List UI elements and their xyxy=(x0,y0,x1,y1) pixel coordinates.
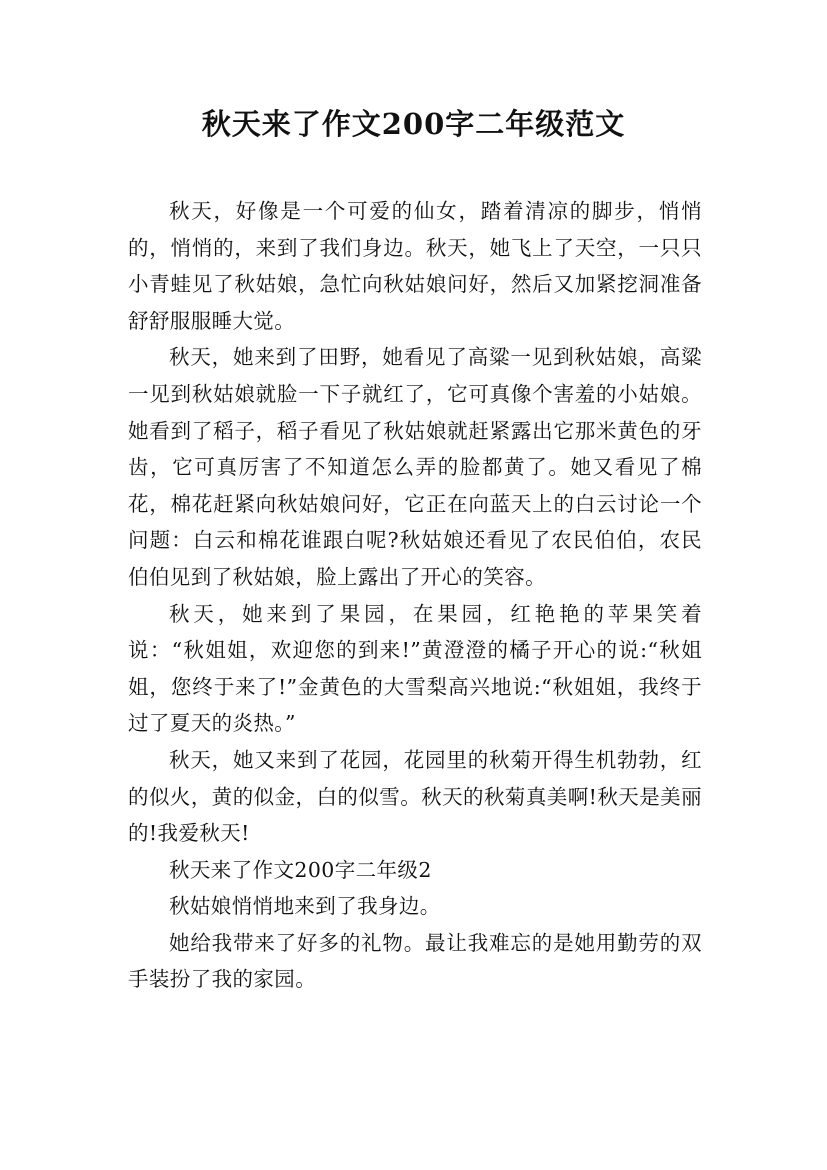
paragraph-3: 秋天，她来到了果园，在果园，红艳艳的苹果笑着说：“秋姐姐，欢迎您的到来!”黄澄澄的橘子开心的说:“秋姐姐，您终于来了!”金黄色的大雪梨高兴地说:“秋姐姐，我终于过了夏天的炎热。” xyxy=(128,601,702,736)
paragraph-5: 秋姑娘悄悄地来到了我身边。 xyxy=(169,894,441,919)
paragraph-6: 她给我带来了好多的礼物。最让我难忘的是她用勤劳的双手装扮了我的家园。 xyxy=(128,930,702,992)
section-heading-2: 秋天来了作文200字二年级2 xyxy=(169,857,432,882)
document-body xyxy=(128,193,702,998)
paragraph-1: 秋天，好像是一个可爱的仙女，踏着清凉的脚步，悄悄的，悄悄的，来到了我们身边。秋天，她飞上了天空，一只只小青蛙见了秋姑娘，急忙向秋姑娘问好，然后又加紧挖洞准备舒舒服服睡大觉。 xyxy=(128,199,702,333)
paragraph-2: 秋天，她来到了田野，她看见了高粱一见到秋姑娘，高粱一见到秋姑娘就脸一下子就红了，它可真像个害羞的小姑娘。她看到了稻子，稻子看见了秋姑娘就赶紧露出它那米黄色的牙齿，它可真厉害了不知道怎么弄的脸都黄了。她又看见了棉花，棉花赶紧向秋姑娘问好，它正在向蓝天上的白云讨论一个问题：白云和棉花谁跟白呢?秋姑娘还看见了农民伯伯，农民伯伯见到了秋姑娘，脸上露出了开心的笑容。 xyxy=(128,345,702,589)
document-title: 秋天来了作文200字二年级范文 xyxy=(201,107,626,141)
paragraph-4: 秋天，她又来到了花园，花园里的秋菊开得生机勃勃，红的似火，黄的似金，白的似雪。秋天的秋菊真美啊!秋天是美丽的!我爱秋天! xyxy=(128,747,702,846)
